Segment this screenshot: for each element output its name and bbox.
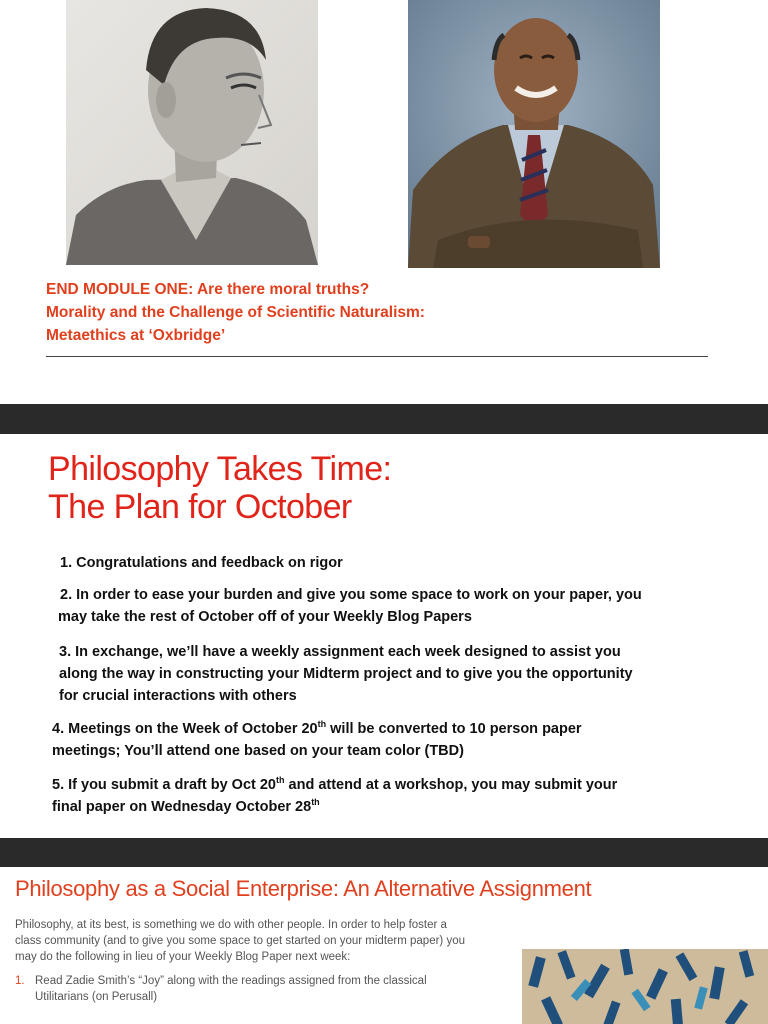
list-item-line: Read Zadie Smith’s “Joy” along with the readings assigned from the classical: [35, 975, 427, 987]
intro-line: class community (and to give you some space to get started on your midterm paper) you: [15, 935, 465, 947]
abstract-artwork-image: [522, 949, 768, 1024]
slide-title: [48, 450, 391, 526]
plan-item-line: 3. In exchange, we’ll have a weekly assignment each week designed to assist you: [59, 644, 621, 660]
module-title-line: Metaethics at ‘Oxbridge’: [46, 327, 226, 344]
plan-item-text: 4. Meetings on the Week of October 20: [52, 721, 318, 737]
photo-ludwig-wittgenstein: [66, 0, 318, 265]
ordinal-suffix: th: [317, 719, 327, 730]
plan-item-line: 1. Congratulations and feedback on rigor: [60, 555, 343, 571]
plan-item-text: 5. If you submit a draft by Oct 20: [52, 777, 276, 793]
plan-item: [52, 774, 617, 818]
slide-title: Philosophy as a Social Enterprise: An Alternative Assignment: [15, 876, 592, 901]
plan-item-line: meetings; You’ll attend one based on your team color (TBD): [52, 743, 464, 759]
slide-separator: [0, 838, 768, 867]
divider: [46, 356, 708, 357]
plan-item-line: may take the rest of October off of your Weekly Blog Papers: [58, 609, 472, 625]
module-title-line: Morality and the Challenge of Scientific Naturalism:: [46, 304, 425, 321]
intro-paragraph: [15, 917, 520, 965]
module-title-line: END MODULE ONE: Are there moral truths?: [46, 281, 370, 298]
plan-item-text: will be converted to 10 person paper: [326, 721, 582, 737]
plan-item: [52, 718, 582, 762]
plan-item-text: and attend at a workshop, you may submit your: [284, 777, 618, 793]
list-item: [15, 973, 515, 1005]
assignment-list: [15, 973, 515, 1013]
slide-plan-october: [0, 434, 768, 838]
list-item-line: Utilitarians (on Perusall): [35, 991, 158, 1003]
photo-smiling-man-in-tweed-jacket: [408, 0, 660, 268]
plan-item-line: 2. In order to ease your burden and give you some space to work on your paper, you: [60, 587, 642, 603]
ordinal-suffix: th: [276, 775, 285, 786]
slide-separator: [0, 404, 768, 434]
slide-title-line: The Plan for October: [48, 488, 352, 526]
plan-item-line: [52, 796, 617, 818]
plan-item-line: along the way in constructing your Midterm project and to give you the opportunity: [59, 666, 633, 682]
ordinal-suffix: th: [311, 797, 320, 808]
slide-title-line: Philosophy Takes Time:: [48, 450, 392, 488]
intro-line: may do the following in lieu of your Weekly Blog Paper next week:: [15, 951, 351, 963]
slide-alternative-assignment: [0, 867, 768, 1024]
slide-module-end: [0, 0, 768, 404]
module-title: [46, 278, 726, 347]
plan-item: [58, 584, 642, 628]
list-number: 1.: [15, 975, 25, 987]
plan-item: [59, 641, 633, 707]
intro-line: Philosophy, at its best, is something we do with other people. In order to help foster a: [15, 919, 447, 931]
plan-item-line: for crucial interactions with others: [59, 688, 297, 704]
plan-item-line: [52, 718, 582, 740]
plan-item-line: [52, 774, 617, 796]
plan-item: [60, 552, 343, 574]
plan-item-text: final paper on Wednesday October 28: [52, 799, 312, 815]
